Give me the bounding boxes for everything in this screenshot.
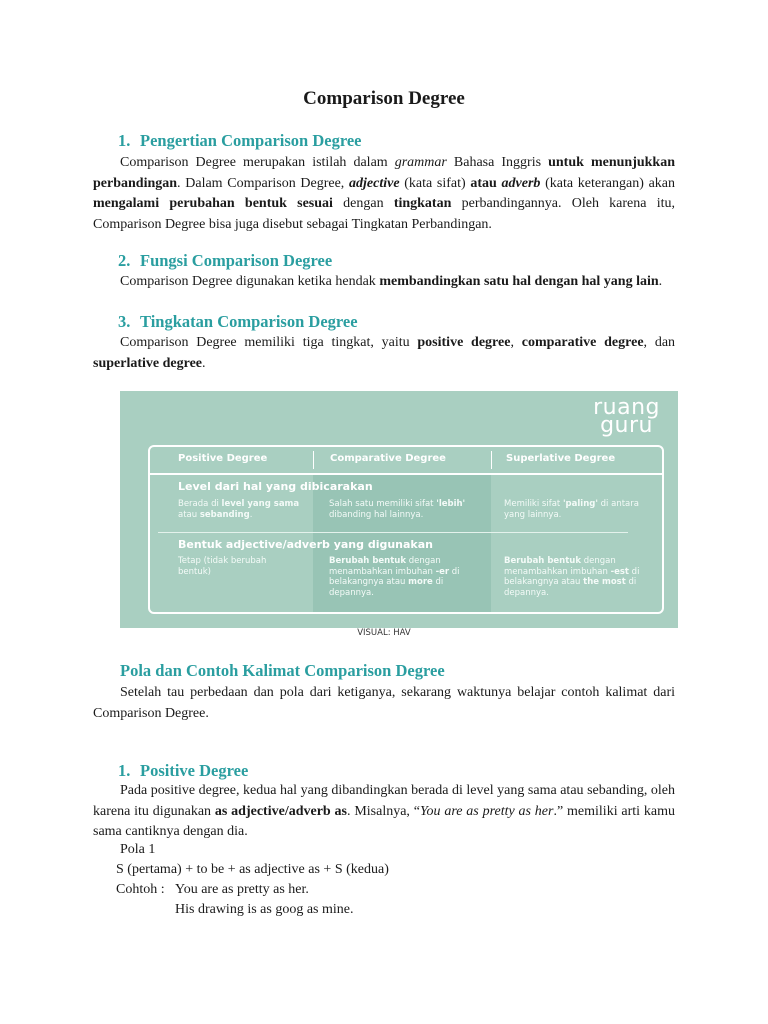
section-title: Fungsi Comparison Degree — [140, 251, 333, 270]
cell-positive-level — [178, 499, 300, 520]
text-run: perbandingannya. Oleh karena itu, Comparison Degree bisa juga disebut sebagai Tingkatan Perbandingan. — [93, 196, 675, 232]
section-number: 1. — [118, 131, 131, 150]
text-run: Pada positive degree, kedua hal yang dibandingkan berada di level yang sama atau sebanding, oleh karena itu digunakan — [93, 783, 675, 819]
comparison-degree-infographic — [120, 391, 678, 628]
text-run: Comparison Degree memiliki tiga tingkat, yaitu — [120, 335, 418, 350]
cell-superlative-level — [504, 499, 644, 520]
logo-text-line2: guru — [600, 413, 653, 438]
cell-text-bold: Berubah bentuk — [504, 556, 581, 566]
row-divider — [158, 532, 628, 533]
column-divider — [313, 451, 314, 469]
degree-table — [148, 445, 664, 614]
section-title: Tingkatan Comparison Degree — [140, 312, 358, 331]
text-run: . — [658, 274, 663, 289]
logo-text-line1: ruang — [593, 395, 660, 420]
section-heading-pola: Pola dan Contoh Kalimat Comparison Degree — [120, 661, 445, 680]
pattern-label: Pola 1 — [120, 842, 156, 857]
section-label-bentuk: Bentuk adjective/adverb yang digunakan — [178, 538, 433, 551]
cell-text-bold: level yang sama — [221, 499, 300, 509]
text-run: (kata sifat) — [399, 175, 471, 191]
text-run-italic: grammar — [394, 155, 447, 170]
text-run: dengan — [332, 196, 394, 211]
cell-comparative-level — [329, 499, 479, 520]
pattern-formula: S (pertama) + to be + as adjective as + S (kedua) — [116, 862, 389, 877]
cell-text: dibanding hal lainnya. — [329, 509, 424, 520]
cell-text-bold: 'lebih' — [436, 499, 466, 509]
cell-text: . — [249, 509, 253, 520]
text-run-bold: tingkatan — [393, 196, 452, 211]
cell-positive-bentuk: Tetap (tidak berubah bentuk) — [178, 556, 267, 577]
cell-text-bold: the most — [583, 577, 626, 587]
section-title: Pengertian Comparison Degree — [140, 131, 362, 150]
cell-text: Berada di — [178, 499, 222, 509]
column-divider — [491, 451, 492, 469]
section-heading-tingkatan — [118, 312, 358, 332]
section-heading-pengertian — [118, 131, 362, 151]
cell-text-bold: more — [408, 577, 433, 587]
text-run-bold: untuk menunjukkan perbandingan — [93, 155, 676, 191]
section-number: 1. — [118, 761, 131, 780]
section-number: 2. — [118, 251, 131, 270]
section-label-level: Level dari hal yang dibicarakan — [178, 480, 373, 493]
cell-text-bold: 'paling' — [562, 499, 598, 509]
cell-text: di depannya. — [329, 577, 444, 598]
text-run-bold: atau — [470, 175, 497, 191]
paragraph-fungsi — [93, 272, 675, 293]
text-run: . Dalam Comparison Degree, — [177, 175, 350, 191]
cell-text: di belakangnya atau — [504, 566, 640, 587]
example-sentence-1: You are as pretty as her. — [175, 882, 309, 897]
column-header-superlative: Superlative Degree — [506, 453, 616, 464]
cell-text: dengan menambahkan imbuhan — [329, 556, 441, 577]
text-run: , dan — [643, 335, 676, 350]
text-run-bold: superlative degree — [93, 355, 202, 371]
document-title: Comparison Degree — [303, 88, 465, 109]
text-run-bold: membandingkan satu hal dengan hal yang lain — [379, 274, 659, 289]
text-run: Bahasa Inggris — [446, 155, 549, 170]
text-run: . — [202, 355, 206, 371]
cell-text-bold: Berubah bentuk — [329, 556, 406, 566]
text-run-bold: as adjective/adverb as — [214, 803, 347, 819]
cell-text-bold: -er — [435, 566, 450, 577]
column-header-positive: Positive Degree — [178, 453, 268, 464]
text-run: Setelah tau perbedaan dan pola dari ketiganya, sekarang waktunya belajar contoh kalimat dari Comparison Degree. — [93, 685, 675, 721]
text-run: , — [510, 335, 522, 350]
cell-comparative-bentuk — [329, 556, 481, 598]
example-sentence-2: His drawing is as goog as mine. — [175, 902, 354, 917]
table-header — [150, 447, 662, 475]
paragraph-pengertian — [93, 153, 675, 235]
text-run: (kata keterangan) akan — [540, 175, 676, 191]
text-run: Comparison Degree merupakan istilah dalam — [120, 155, 395, 170]
text-run: . Misalnya, “ — [347, 803, 420, 819]
text-run-bold-italic: adjective — [349, 175, 400, 191]
cell-text: di depannya. — [504, 577, 637, 598]
paragraph-pola — [93, 683, 675, 724]
cell-text: Salah satu memiliki sifat — [329, 499, 437, 509]
section-number: 3. — [118, 312, 131, 331]
paragraph-positive-degree — [93, 781, 675, 843]
cell-text: Memiliki sifat — [504, 499, 563, 509]
column-header-comparative: Comparative Degree — [330, 453, 446, 464]
section-heading-fungsi — [118, 251, 332, 271]
text-run: Comparison Degree digunakan ketika hendak — [120, 274, 380, 289]
image-credit: VISUAL: HAV — [357, 628, 411, 638]
cell-text: dengan menambahkan imbuhan — [504, 556, 616, 577]
example-label: Cohtoh : — [116, 882, 165, 897]
section-heading-positive-degree — [118, 761, 248, 781]
cell-text-bold: -est — [610, 566, 629, 577]
text-run-italic: You are as pretty as her — [419, 803, 554, 819]
text-run-bold: comparative degree — [521, 335, 644, 350]
cell-text: di belakangnya atau — [329, 566, 460, 587]
cell-superlative-bentuk — [504, 556, 646, 598]
text-run: .” memiliki arti kamu sama cantiknya dengan dia. — [93, 803, 675, 839]
cell-text: atau — [178, 509, 200, 520]
section-title: Positive Degree — [140, 761, 249, 780]
cell-text-bold: sebanding — [199, 509, 250, 520]
text-run-bold: mengalami perubahan bentuk sesuai — [93, 196, 333, 211]
cell-text: di antara yang lainnya. — [504, 499, 639, 520]
text-run-bold: positive degree — [417, 335, 511, 350]
paragraph-tingkatan — [93, 333, 675, 374]
ruangguru-logo — [593, 395, 660, 438]
text-run-bold-italic: adverb — [501, 175, 541, 191]
